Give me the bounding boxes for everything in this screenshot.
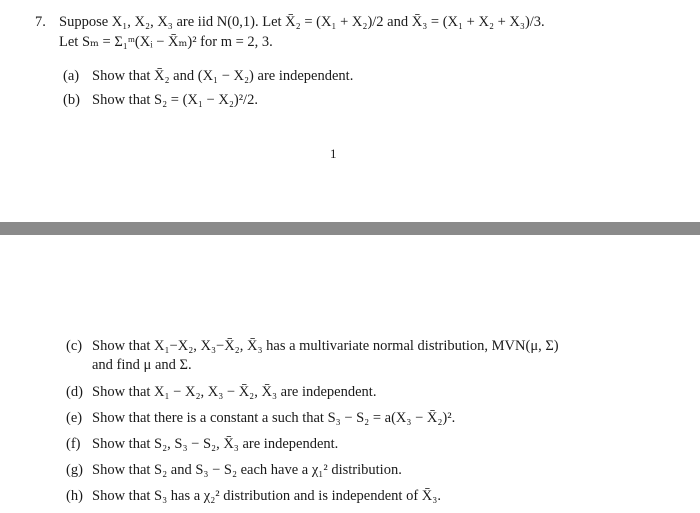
part-label-b: (b) bbox=[63, 92, 80, 108]
part-label-h: (h) bbox=[66, 488, 83, 504]
part-text-f: Show that S₂, S₃ − S₂, X̄₃ are independent. bbox=[92, 436, 339, 452]
part-text-d: Show that X₁ − X₂, X₃ − X̄₂, X̄₃ are independent. bbox=[92, 384, 377, 400]
problem-statement-line2: Let Sₘ = Σ₁ᵐ(Xᵢ − X̄ₘ)² for m = 2, 3. bbox=[59, 34, 273, 50]
problem-number: 7. bbox=[35, 14, 46, 30]
part-text-a: Show that X̄₂ and (X₁ − X₂) are independent. bbox=[92, 68, 354, 84]
page-separator bbox=[0, 222, 700, 235]
part-label-f: (f) bbox=[66, 436, 81, 452]
part-label-c: (c) bbox=[66, 338, 83, 354]
part-text-c-cont: and find μ and Σ. bbox=[92, 357, 192, 373]
part-text-g: Show that S₂ and S₃ − S₂ each have a χ₁² distribution. bbox=[92, 462, 402, 478]
part-label-e: (e) bbox=[66, 410, 83, 426]
part-text-b: Show that S₂ = (X₁ − X₂)²/2. bbox=[92, 92, 258, 108]
part-text-h: Show that S₃ has a χ₂² distribution and is independent of X̄₃. bbox=[92, 488, 441, 504]
part-label-a: (a) bbox=[63, 68, 80, 84]
part-text-e: Show that there is a constant a such that S₃ − S₂ = a(X₃ − X̄₂)². bbox=[92, 410, 456, 426]
page-number: 1 bbox=[330, 146, 337, 161]
part-label-d: (d) bbox=[66, 384, 83, 400]
part-text-c: Show that X₁−X₂, X₃−X̄₂, X̄₃ has a multivariate normal distribution, MVN(μ, Σ) bbox=[92, 338, 559, 354]
problem-statement-line1: Suppose X₁, X₂, X₃ are iid N(0,1). Let X̄₂ = (X₁ + X₂)/2 and X̄₃ = (X₁ + X₂ + X₃)/3. bbox=[59, 14, 545, 30]
part-label-g: (g) bbox=[66, 462, 83, 478]
